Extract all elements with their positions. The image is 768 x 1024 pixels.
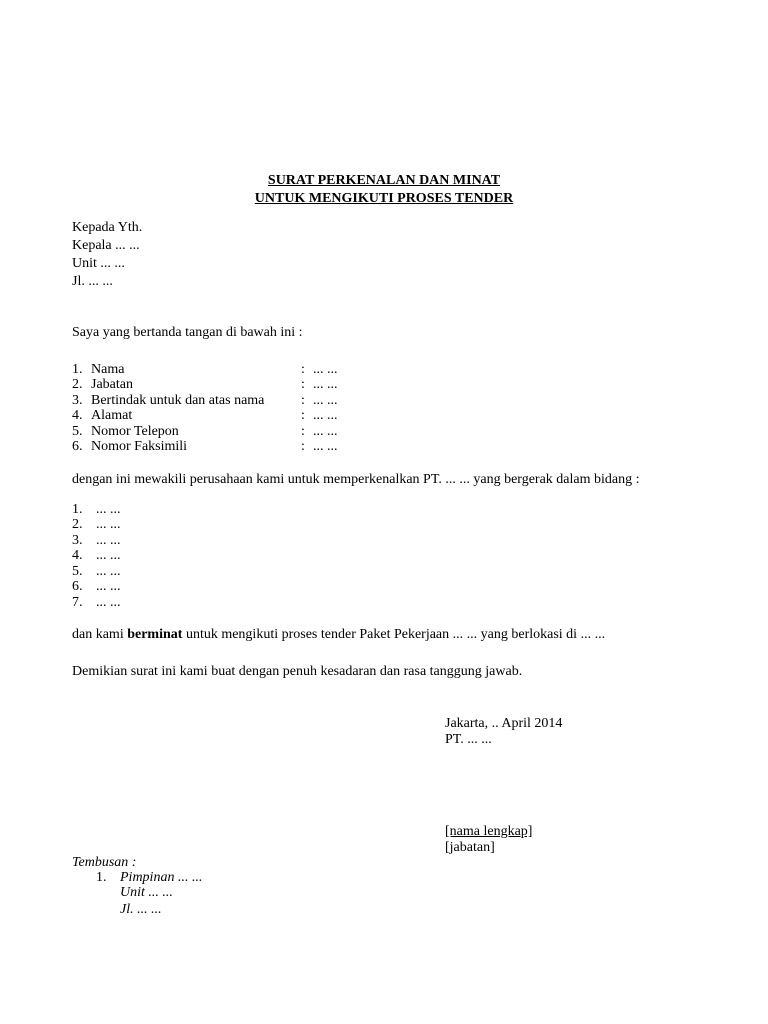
list-item-value: ... ...	[96, 502, 121, 517]
intro-text: Saya yang bertanda tangan di bawah ini :	[72, 325, 303, 340]
document-title-line1: SURAT PERKENALAN DAN MINAT	[267, 173, 501, 188]
field-label-nama: Nama	[91, 362, 125, 377]
signature-name: [nama lengkap]	[445, 824, 533, 839]
paragraph-interest-after: untuk mengikuti proses tender Paket Pekerjaan ... ... yang berlokasi di ... ...	[182, 627, 606, 642]
field-label-bertindak: Bertindak untuk dan atas nama	[91, 393, 265, 408]
recipient-head: Kepala ... ...	[72, 238, 140, 253]
field-value-faksimili: ... ...	[313, 439, 338, 454]
signature-date: Jakarta, .. April 2014	[445, 716, 563, 731]
field-label-jabatan: Jabatan	[91, 377, 133, 392]
list-item-number: 5.	[72, 564, 83, 579]
field-number: 4.	[72, 408, 83, 423]
field-colon: :	[301, 362, 305, 377]
recipient-salutation: Kepada Yth.	[72, 220, 143, 235]
field-label-telepon: Nomor Telepon	[91, 424, 179, 439]
field-value-jabatan: ... ...	[313, 377, 338, 392]
paragraph-closing: Demikian surat ini kami buat dengan penuh kesadaran dan rasa tanggung jawab.	[72, 664, 523, 679]
field-number: 6.	[72, 439, 83, 454]
field-label-faksimili: Nomor Faksimili	[91, 439, 188, 454]
list-item-number: 1.	[72, 502, 83, 517]
list-item-value: ... ...	[96, 595, 121, 610]
field-colon: :	[301, 424, 305, 439]
field-colon: :	[301, 393, 305, 408]
paragraph-interest	[72, 627, 605, 643]
list-item-value: ... ...	[96, 564, 121, 579]
list-item-value: ... ...	[96, 579, 121, 594]
list-item-value: ... ...	[96, 548, 121, 563]
cc-label: Tembusan :	[72, 855, 137, 870]
field-value-telepon: ... ...	[313, 424, 338, 439]
field-value-nama: ... ...	[313, 362, 338, 377]
cc-number: 1.	[96, 870, 107, 885]
field-value-bertindak: ... ...	[313, 393, 338, 408]
recipient-address: Jl. ... ...	[72, 274, 113, 289]
paragraph-interest-before: dan kami	[72, 627, 128, 642]
field-label-alamat: Alamat	[91, 408, 133, 423]
recipient-unit: Unit ... ...	[72, 256, 125, 271]
field-number: 2.	[72, 377, 83, 392]
cc-address: Jl. ... ...	[120, 902, 162, 917]
field-colon: :	[301, 408, 305, 423]
list-item-number: 6.	[72, 579, 83, 594]
field-number: 1.	[72, 362, 83, 377]
field-number: 3.	[72, 393, 83, 408]
list-item-number: 4.	[72, 548, 83, 563]
list-item-number: 2.	[72, 517, 83, 532]
signature-position: [jabatan]	[445, 840, 495, 855]
signature-company: PT. ... ...	[445, 732, 492, 747]
document-title-line2: UNTUK MENGIKUTI PROSES TENDER	[254, 191, 514, 206]
field-value-alamat: ... ...	[313, 408, 338, 423]
cc-unit: Unit ... ...	[120, 885, 173, 900]
list-item-value: ... ...	[96, 533, 121, 548]
paragraph-interest-bold: berminat	[127, 627, 183, 642]
list-item-value: ... ...	[96, 517, 121, 532]
list-item-number: 3.	[72, 533, 83, 548]
paragraph-introduction: dengan ini mewakili perusahaan kami untuk memperkenalkan PT. ... ... yang bergerak dalam bidang :	[72, 472, 640, 487]
field-number: 5.	[72, 424, 83, 439]
cc-recipient: Pimpinan ... ...	[120, 870, 203, 885]
field-colon: :	[301, 377, 305, 392]
field-colon: :	[301, 439, 305, 454]
list-item-number: 7.	[72, 595, 83, 610]
